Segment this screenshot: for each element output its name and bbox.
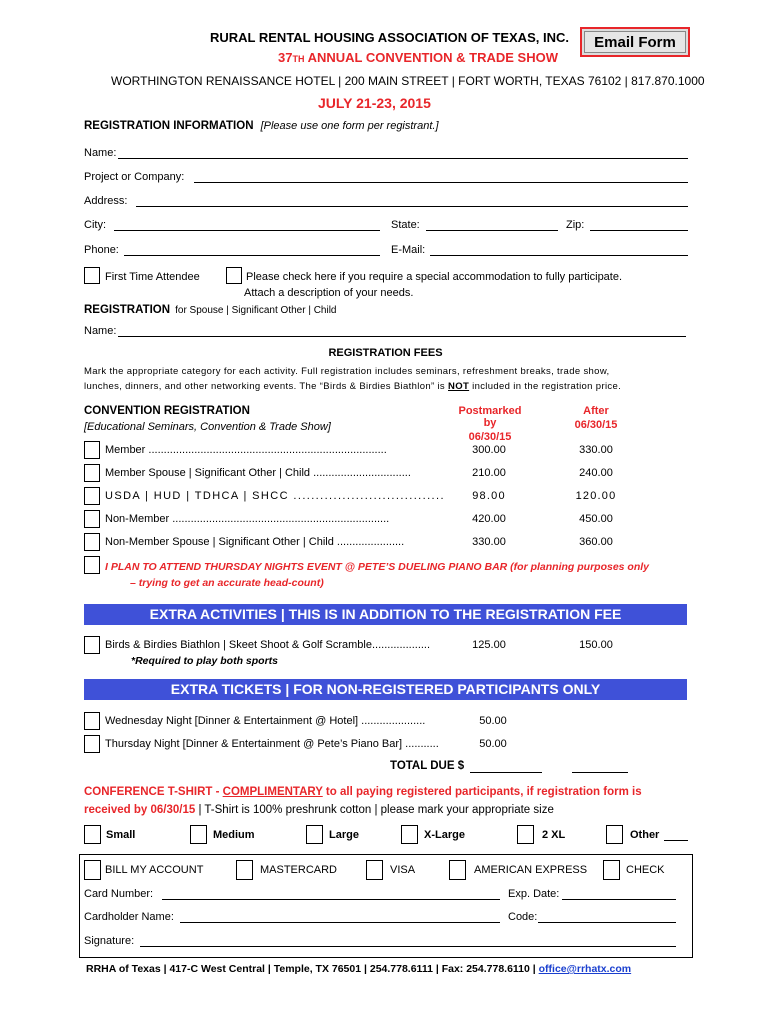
cardholder-field[interactable] (180, 922, 500, 923)
total-due-extra-field[interactable] (572, 772, 628, 773)
address-label: Address: (84, 195, 128, 207)
biathlon-price-early: 125.00 (472, 639, 506, 651)
fees-description-1: Mark the appropriate category for each activity. Full registration includes seminars, refreshment breaks, trade show, (84, 366, 610, 377)
code-field[interactable] (538, 922, 676, 923)
convention-sub: [Educational Seminars, Convention & Trade Show] (84, 421, 331, 433)
member-price-early: 300.00 (472, 444, 506, 456)
spouse-name-label: Name: (84, 325, 117, 337)
accommodation-checkbox[interactable] (226, 267, 242, 284)
city-label: City: (84, 219, 106, 231)
member-checkbox[interactable] (84, 441, 100, 459)
non-member-spouse-checkbox[interactable] (84, 533, 100, 551)
email-field[interactable] (430, 255, 688, 256)
visa-label: VISA (390, 864, 416, 876)
member-spouse-price-early: 210.00 (472, 467, 506, 479)
tshirt-line-1: CONFERENCE T-SHIRT - COMPLIMENTARY to all paying registered participants, if registration form is (84, 786, 642, 798)
email-form-label: Email Form (584, 31, 686, 53)
biathlon-checkbox[interactable] (84, 636, 100, 654)
registration-info-heading: REGISTRATION INFORMATION [Please use one form per registrant.] (84, 120, 439, 132)
exp-date-label: Exp. Date: (508, 888, 560, 900)
cardholder-label: Cardholder Name: (84, 911, 174, 923)
visa-checkbox[interactable] (366, 860, 383, 880)
member-spouse-price-late: 240.00 (579, 467, 613, 479)
piano-bar-label-2: – trying to get an accurate head-count) (130, 577, 324, 589)
size-medium-label: Medium (213, 829, 255, 841)
size-xlarge-checkbox[interactable] (401, 825, 418, 844)
wednesday-price: 50.00 (479, 715, 507, 727)
non-member-checkbox[interactable] (84, 510, 100, 528)
phone-label: Phone: (84, 244, 119, 256)
thursday-price: 50.00 (479, 738, 507, 750)
code-label: Code: (508, 911, 538, 923)
thursday-checkbox[interactable] (84, 735, 100, 753)
first-time-checkbox[interactable] (84, 267, 100, 284)
phone-field[interactable] (124, 255, 380, 256)
wednesday-checkbox[interactable] (84, 712, 100, 730)
size-small-checkbox[interactable] (84, 825, 101, 844)
footer-email-link[interactable]: office@rrhatx.com (538, 963, 632, 975)
non-member-price-early: 420.00 (472, 513, 506, 525)
company-label: Project or Company: (84, 171, 185, 183)
company-field[interactable] (194, 182, 688, 183)
non-member-price-late: 450.00 (579, 513, 613, 525)
signature-label: Signature: (84, 935, 135, 947)
fees-heading: REGISTRATION FEES (328, 347, 443, 359)
non-member-spouse-label: Non-Member Spouse | Significant Other | Child ...................... (105, 536, 405, 548)
accommodation-label: Please check here if you require a special accommodation to fully participate. (246, 271, 623, 283)
size-large-label: Large (329, 829, 359, 841)
check-label: CHECK (626, 864, 665, 876)
member-price-late: 330.00 (579, 444, 613, 456)
venue-line: WORTHINGTON RENAISSANCE HOTEL | 200 MAIN STREET | FORT WORTH, TEXAS 76102 | 817.870.1000 (111, 74, 705, 88)
size-2xl-label: 2 XL (542, 829, 566, 841)
size-large-checkbox[interactable] (306, 825, 323, 844)
bill-account-checkbox[interactable] (84, 860, 101, 880)
city-field[interactable] (114, 230, 380, 231)
biathlon-label: Birds & Birdies Biathlon | Skeet Shoot & Golf Scramble................... (105, 639, 431, 651)
org-name: RURAL RENTAL HOUSING ASSOCIATION OF TEXAS, INC. (210, 30, 569, 45)
accommodation-note: Attach a description of your needs. (244, 287, 414, 299)
non-member-spouse-price-early: 330.00 (472, 536, 506, 548)
mastercard-checkbox[interactable] (236, 860, 253, 880)
size-small-label: Small (106, 829, 136, 841)
after-header: After 06/30/15 (574, 405, 618, 431)
extra-activities-banner: EXTRA ACTIVITIES | THIS IS IN ADDITION TO THE REGISTRATION FEE (84, 604, 687, 625)
biathlon-note: *Required to play both sports (131, 655, 279, 667)
postmarked-header: Postmarked by 06/30/15 (458, 405, 522, 443)
size-other-checkbox[interactable] (606, 825, 623, 844)
bill-account-label: BILL MY ACCOUNT (105, 864, 204, 876)
state-label: State: (391, 219, 420, 231)
piano-bar-label-1: I PLAN TO ATTEND THURSDAY NIGHTS EVENT @ PETE’S DUELING PIANO BAR (for planning purposes only (105, 561, 650, 573)
name-label: Name: (84, 147, 117, 159)
event-dates: JULY 21-23, 2015 (318, 95, 431, 111)
spouse-registration-heading: REGISTRATION for Spouse | Significant Other | Child (84, 304, 337, 316)
convention-title: 37TH ANNUAL CONVENTION & TRADE SHOW (278, 50, 558, 65)
extra-tickets-banner: EXTRA TICKETS | FOR NON-REGISTERED PARTICIPANTS ONLY (84, 679, 687, 700)
fees-description-2: lunches, dinners, and other networking events. The “Birds & Birdies Biathlon” is NOT included in the registration price. (84, 381, 622, 392)
convention-heading: CONVENTION REGISTRATION (84, 405, 250, 417)
zip-label: Zip: (566, 219, 585, 231)
name-field[interactable] (118, 158, 688, 159)
size-medium-checkbox[interactable] (190, 825, 207, 844)
amex-label: AMERICAN EXPRESS (474, 864, 588, 876)
usda-label: USDA | HUD | TDHCA | SHCC .................................. (105, 490, 445, 502)
wednesday-label: Wednesday Night [Dinner & Entertainment @ Hotel] ..................... (105, 715, 426, 727)
state-field[interactable] (426, 230, 558, 231)
signature-field[interactable] (140, 946, 676, 947)
total-due-field[interactable] (470, 772, 542, 773)
biathlon-price-late: 150.00 (579, 639, 613, 651)
non-member-spouse-price-late: 360.00 (579, 536, 613, 548)
member-spouse-label: Member Spouse | Significant Other | Child ................................ (105, 467, 411, 479)
exp-date-field[interactable] (562, 899, 676, 900)
usda-price-early: 98.00 (472, 490, 506, 502)
email-label: E-Mail: (391, 244, 426, 256)
total-due-label: TOTAL DUE $ (390, 760, 465, 772)
usda-checkbox[interactable] (84, 487, 100, 505)
thursday-label: Thursday Night [Dinner & Entertainment @ Pete’s Piano Bar] ........... (105, 738, 439, 750)
card-number-field[interactable] (162, 899, 500, 900)
size-other-label: Other (630, 829, 660, 841)
mastercard-label: MASTERCARD (260, 864, 338, 876)
member-label: Member .............................................................................. (105, 444, 387, 456)
first-time-label: First Time Attendee (105, 271, 200, 283)
check-checkbox[interactable] (603, 860, 620, 880)
usda-price-late: 120.00 (575, 490, 617, 502)
footer: RRHA of Texas | 417-C West Central | Temple, TX 76501 | 254.778.6111 | Fax: 254.778.6110 | office@rrhatx.com (86, 963, 632, 975)
spouse-name-field[interactable] (118, 336, 686, 337)
zip-field[interactable] (590, 230, 688, 231)
non-member-label: Non-Member ....................................................................... (105, 513, 390, 525)
email-form-button[interactable] (580, 27, 690, 57)
size-other-field[interactable] (664, 840, 688, 841)
size-2xl-checkbox[interactable] (517, 825, 534, 844)
member-spouse-checkbox[interactable] (84, 464, 100, 482)
tshirt-line-2: received by 06/30/15 | T-Shirt is 100% preshrunk cotton | please mark your appropriate size (84, 804, 554, 816)
address-field[interactable] (136, 206, 688, 207)
size-xlarge-label: X-Large (424, 829, 465, 841)
amex-checkbox[interactable] (449, 860, 466, 880)
piano-bar-checkbox[interactable] (84, 556, 100, 574)
card-number-label: Card Number: (84, 888, 154, 900)
